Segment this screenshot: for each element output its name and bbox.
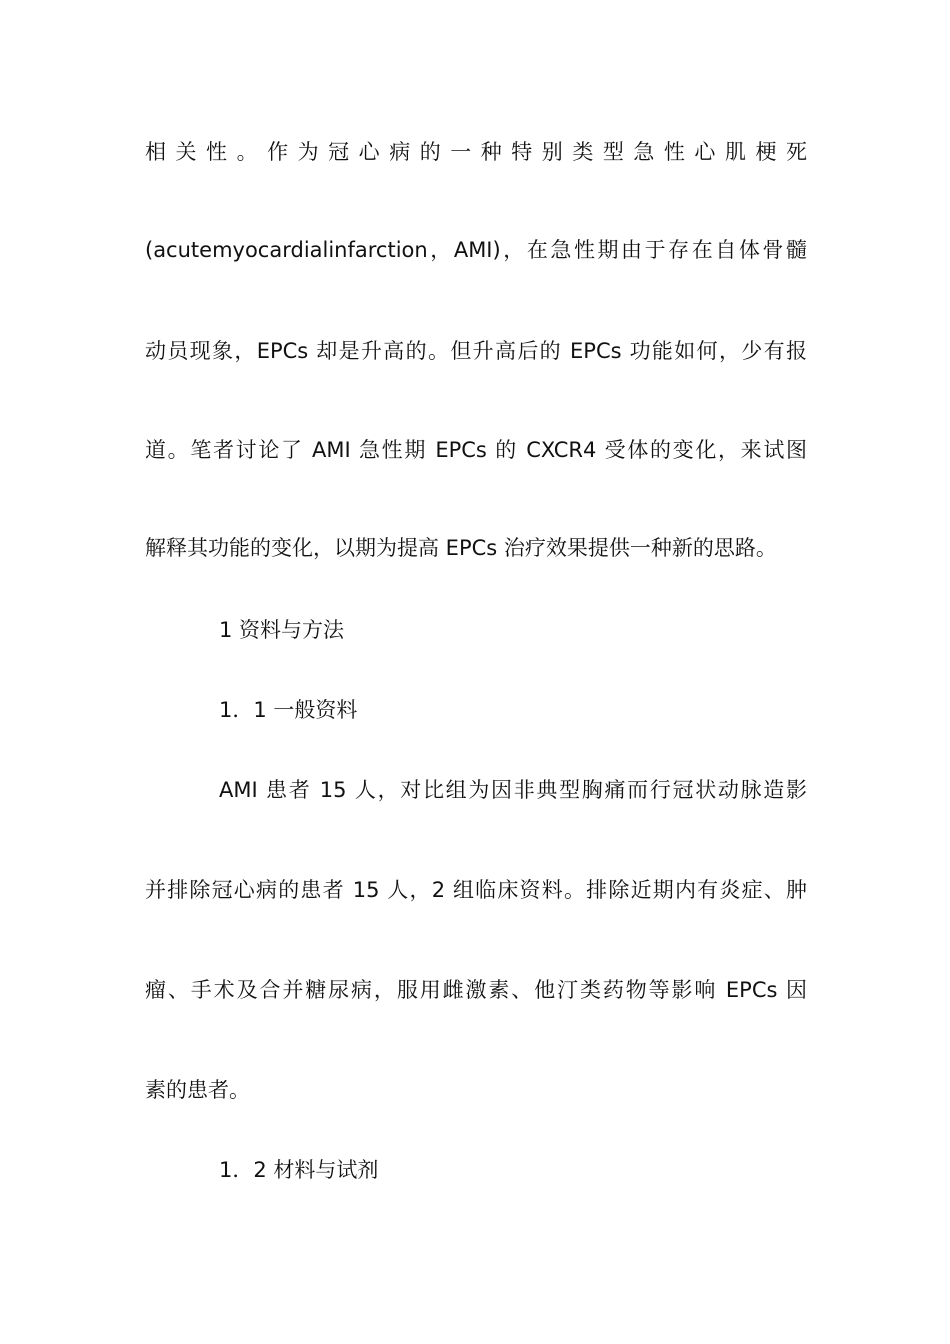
paragraph-line-2: (acutemyocardialinfarction，AMI)，在急性期由于存在自体骨髓 [145,238,807,262]
subsection-heading-1-2: 1．2 材料与试剂 [219,1158,379,1182]
paragraph-line-8: 瘤、手术及合并糖尿病，服用雌激素、他汀类药物等影响 EPCs 因 [145,978,807,1002]
paragraph-line-4: 道。笔者讨论了 AMI 急性期 EPCs 的 CXCR4 受体的变化，来试图 [145,438,807,462]
section-heading: 1 资料与方法 [219,618,345,642]
paragraph-line-1: 相关性。作为冠心病的一种特别类型急性心肌梗死 [145,140,807,164]
paragraph-line-5: 解释其功能的变化，以期为提高 EPCs 治疗效果提供一种新的思路。 [145,536,777,560]
paragraph-line-3: 动员现象，EPCs 却是升高的。但升高后的 EPCs 功能如何，少有报 [145,339,807,363]
paragraph-line-6: AMI 患者 15 人，对比组为因非典型胸痛而行冠状动脉造影 [219,778,807,802]
paragraph-line-7: 并排除冠心病的患者 15 人，2 组临床资料。排除近期内有炎症、肿 [145,878,807,902]
subsection-heading-1-1: 1．1 一般资料 [219,698,358,722]
paragraph-line-9: 素的患者。 [145,1078,250,1102]
